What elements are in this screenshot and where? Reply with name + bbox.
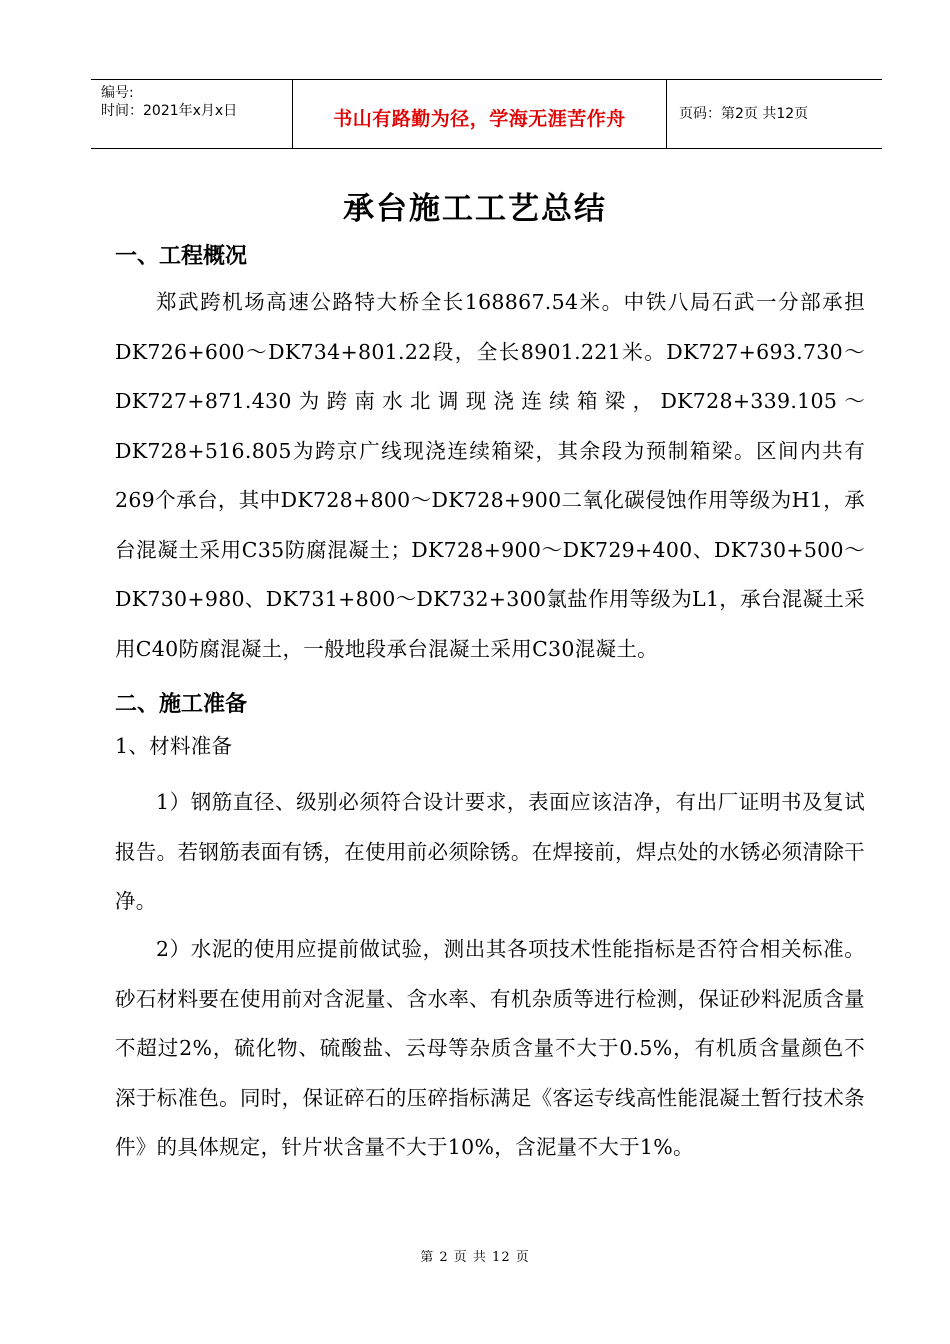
document-number-label: 编号: xyxy=(101,85,134,101)
document-title: 承台施工工艺总结 xyxy=(343,191,607,227)
material-item-cement: 2）水泥的使用应提前做试验，测出其各项技术性能指标是否符合相关标准。砂石材料要在使用前对含泥量、含水率、有机杂质等进行检测，保证砂料泥质含量不超过2%，硫化物、硫酸盐、云母等杂质含量不大于0.5%，有机质含量颜色不深于标准色。同时，保证碎石的压碎指标满足《客运专线高性能混凝土暂行技术条件》的具体规定，针片状含量不大于10%，含泥量不大于1%。 xyxy=(115,937,865,1159)
header-middle-cell xyxy=(293,80,667,148)
page-footer: 第 2 页 共 12 页 xyxy=(420,1250,530,1265)
header-motto: 书山有路勤为径，学海无涯苦作舟 xyxy=(333,108,626,130)
header-left-cell xyxy=(91,80,293,148)
header-page-label: 页码：第2页 共12页 xyxy=(679,106,809,122)
document-time-label: 时间：2021年x月x日 xyxy=(101,103,238,119)
overview-paragraph: 郑武跨机场高速公路特大桥全长168867.54米。中铁八局石武一分部承担DK726+600～DK734+801.22段，全长8901.221米。DK727+693.730～DK727+871.430为跨南水北调现浇连续箱梁，DK728+339.105～DK728+516.805为跨京广线现浇连续箱梁，其余段为预制箱梁。区间内共有269个承台，其中DK728+800～DK728+900二氧化碳侵蚀作用等级为H1，承台混凝土采用C35防腐混凝土；DK728+900～DK729+400、DK730+500～DK730+980、DK731+800～DK732+300氯盐作用等级为L1，承台混凝土采用C40防腐混凝土，一般地段承台混凝土采用C30混凝土。 xyxy=(115,290,865,661)
subsection-material-preparation: 1、材料准备 xyxy=(115,734,233,758)
section-heading-preparation: 二、施工准备 xyxy=(115,692,248,717)
section-heading-overview: 一、工程概况 xyxy=(115,244,248,269)
material-item-rebar: 1）钢筋直径、级别必须符合设计要求，表面应该洁净，有出厂证明书及复试报告。若钢筋表面有锈，在使用前必须除锈。在焊接前，焊点处的水锈必须清除干净。 xyxy=(115,790,865,913)
header-right-cell xyxy=(667,80,882,148)
page-header xyxy=(91,79,882,149)
